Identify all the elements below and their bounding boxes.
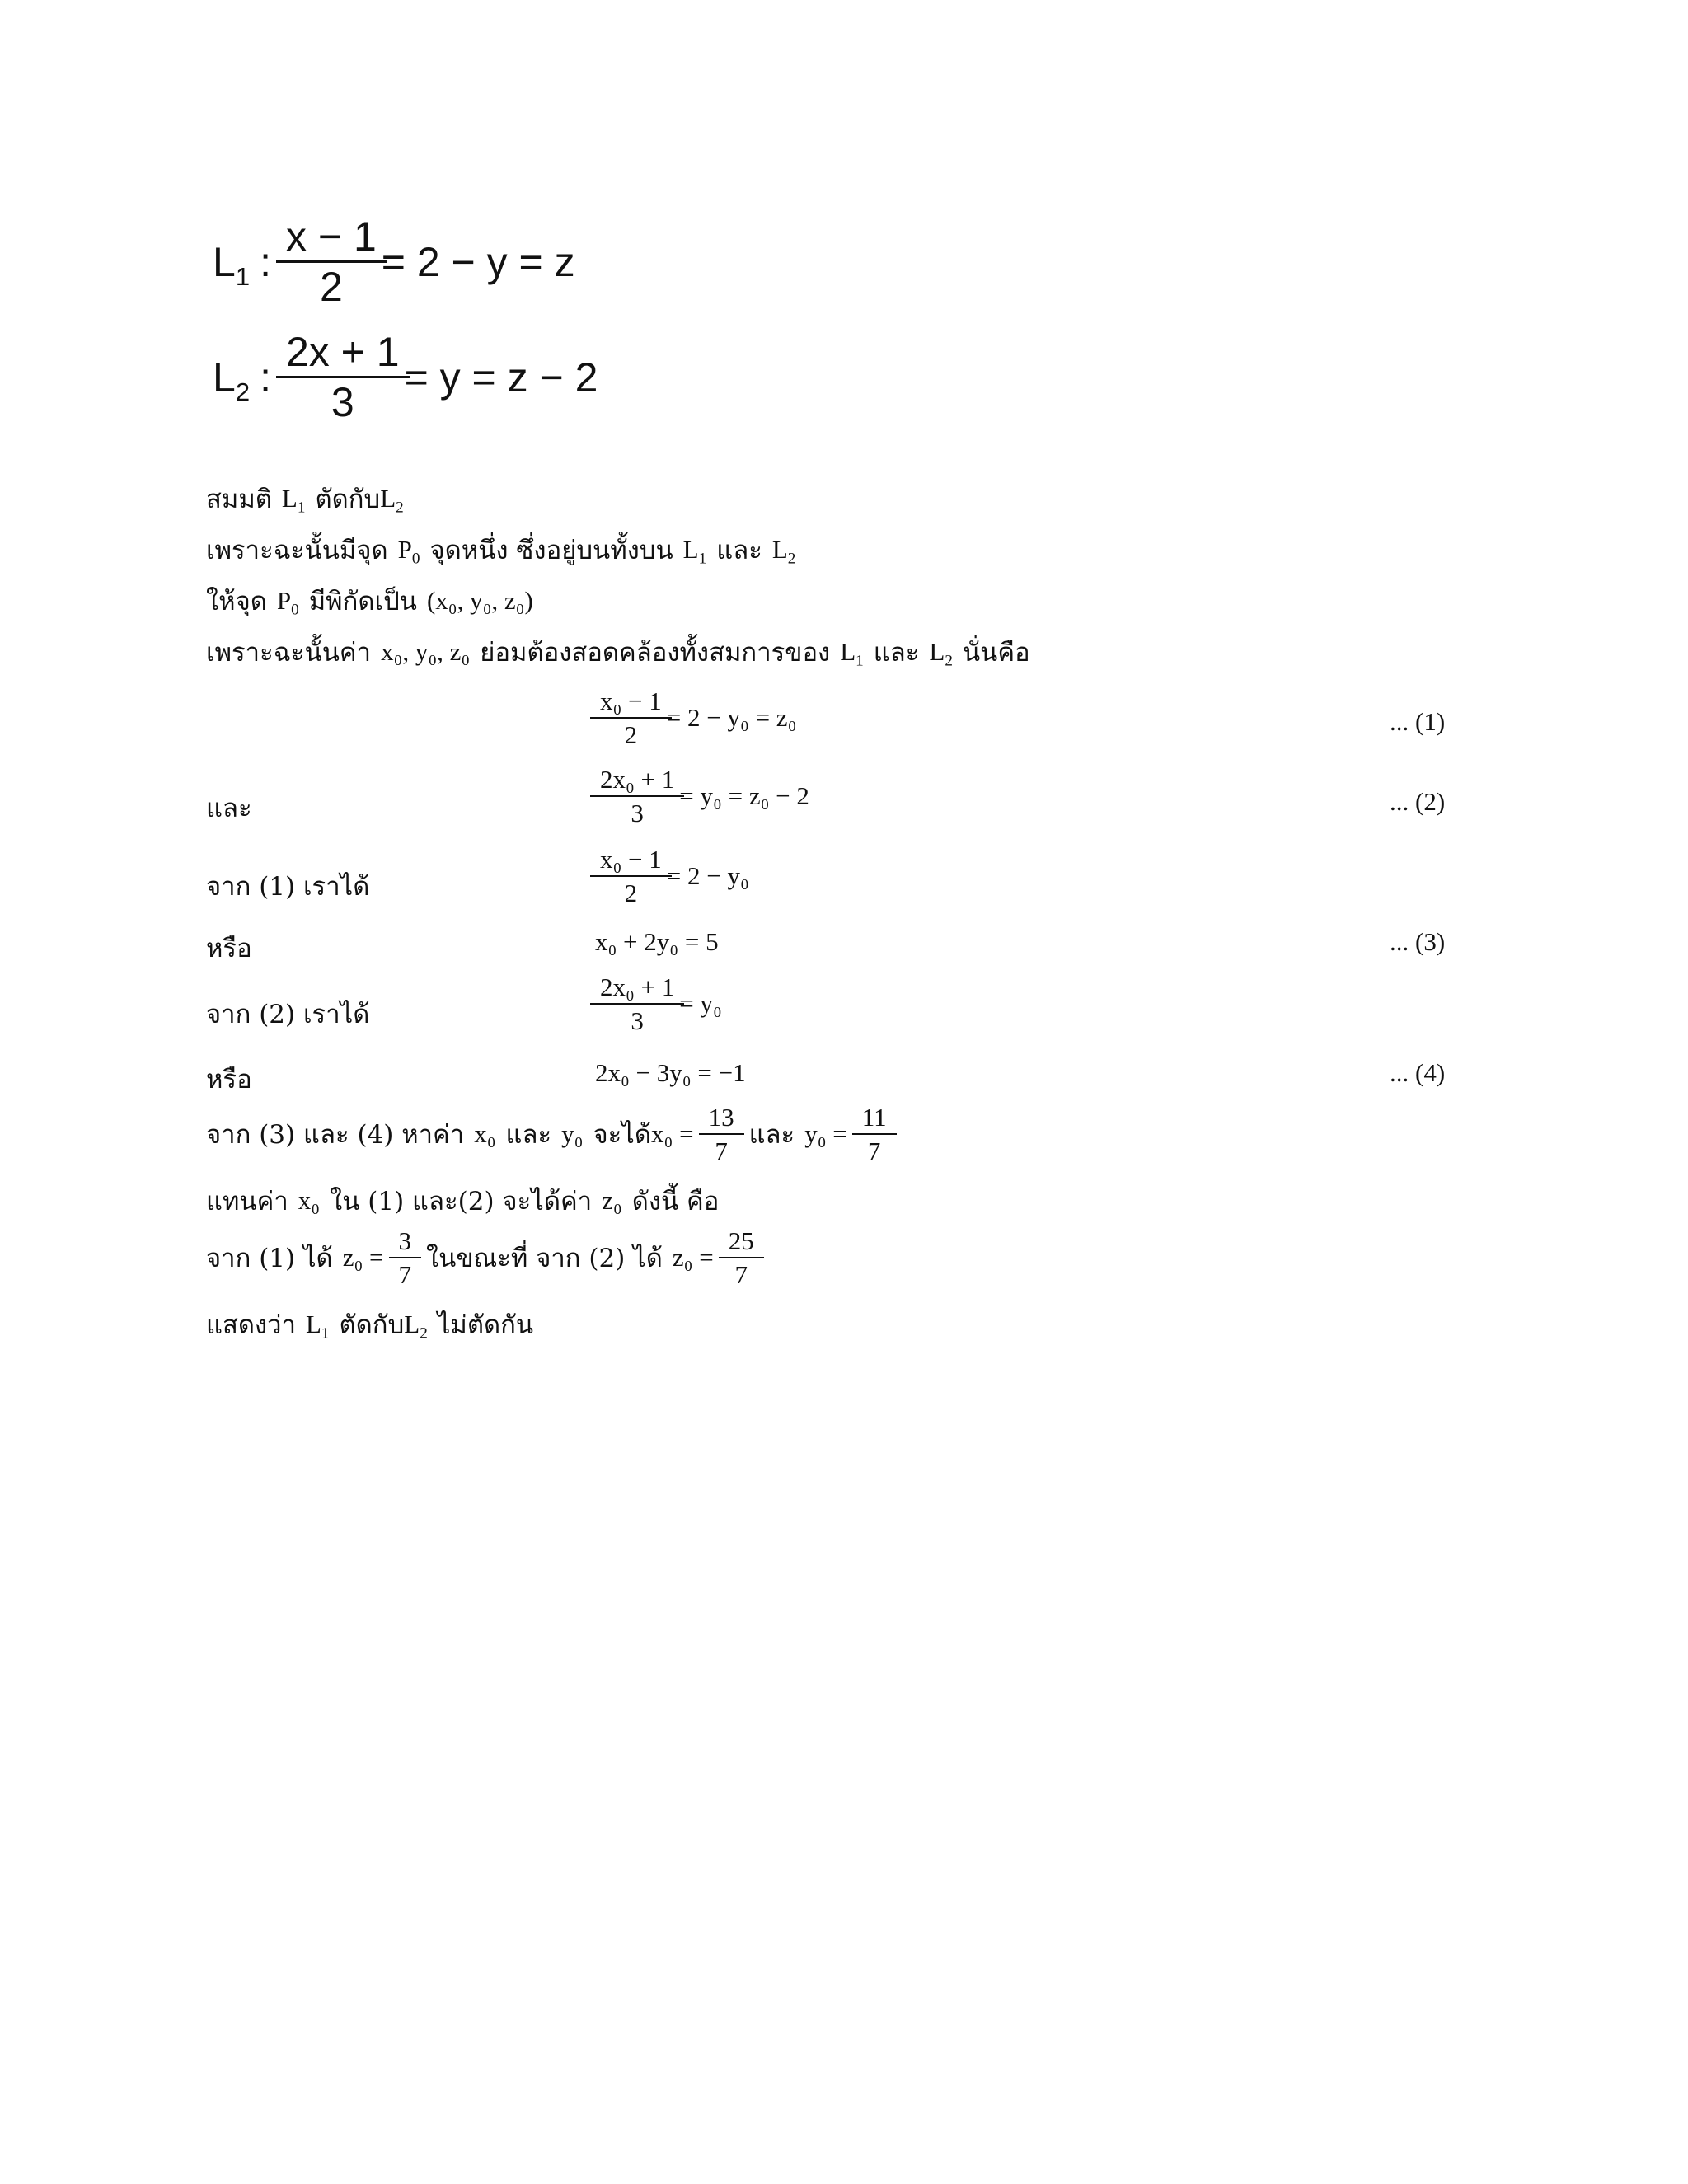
line-equation-l2 [213, 331, 598, 423]
line-equation-l1 [213, 213, 575, 310]
satisfy-line: เพราะฉะนั้นค่า x₀, y₀, z₀ ย่อมต้องสอดคล้องทั้งสมการของ $L_1$ และ $L_2$ นั่นคือ [206, 637, 1030, 670]
equation-1: $\frac{\text{x₀ − 1}}{2}$ = 2 − y₀ = z₀ [595, 688, 796, 748]
or-label-2: หรือ [206, 1065, 252, 1094]
z-values-line: จาก (1) ได้ z₀ = $\frac{3}{7}$ ในขณะที่ จาก (2) ได้ z₀ = $\frac{25}{7}$ [206, 1228, 759, 1287]
substitute-line: แทนค่า x₀ ใน (1) และ(2) จะได้ค่า z₀ ดังนี้ คือ [206, 1186, 720, 1216]
therefore-point-line: เพราะฉะนั้นมีจุด $P_0$ จุดหนึ่ง ซึ่งอยู่บนทั้งบน $L_1$ และ $L_2$ [206, 535, 796, 568]
equation-3: x₀ + 2y₀ = 5 [595, 927, 719, 956]
y0-value-fraction: $\frac{11}{7}$ [857, 1104, 892, 1164]
equation-number-3: ... (3) [1390, 927, 1446, 956]
x0-value-fraction: $\frac{13}{7}$ [704, 1104, 739, 1164]
assume-line: สมมติ $L_1$ ตัดกับ $L_2$ [206, 484, 404, 517]
l2-fraction: $\frac{2x + 1}{3}$ [281, 331, 405, 423]
from-2-label: จาก (2) เราได้ [206, 1000, 370, 1029]
equation-2-label: และ [206, 794, 252, 823]
from-1-equation: $\frac{\text{x₀ − 1}}{2}$ = 2 − y₀ [595, 846, 749, 906]
equation-number-2: ... (2) [1390, 787, 1446, 816]
conclusion-line: แสดงว่า $L_1$ ตัดกับ $L_2$ ไม่ตัดกัน [206, 1310, 534, 1343]
l1-colon: : [260, 238, 271, 285]
z0-from-2-fraction: $\frac{25}{7}$ [724, 1228, 759, 1287]
l1-rest: = 2 − y = z [381, 238, 575, 285]
solve-line: จาก (3) และ (4) หาค่า x₀ และ y₀ จะได้ x₀ = $\frac{13}{7}$ และ y₀ = $\frac{11}{7}$ [206, 1104, 892, 1164]
l2-rest: = y = z − 2 [404, 354, 598, 401]
equation-number-1: ... (1) [1390, 707, 1446, 736]
l1-label: $L_1$ [213, 238, 251, 291]
equation-number-4: ... (4) [1390, 1058, 1446, 1087]
from-1-label: จาก (1) เราได้ [206, 872, 370, 902]
or-label-1: หรือ [206, 934, 252, 963]
point-coordinates-line: ให้จุด $P_0$ มีพิกัดเป็น (x₀, y₀, z₀) [206, 586, 533, 619]
equation-4: 2x₀ − 3y₀ = −1 [595, 1058, 746, 1087]
l2-colon: : [260, 354, 271, 401]
l1-fraction: $\frac{x - 1}{2}$ [281, 216, 382, 307]
equation-2: $\frac{\text{2x₀ + 1}}{3}$ = y₀ = z₀ − 2 [595, 766, 809, 826]
from-2-equation: $\frac{\text{2x₀ + 1}}{3}$ = y₀ [595, 974, 722, 1033]
z0-from-1-fraction: $\frac{3}{7}$ [394, 1228, 417, 1287]
l2-label: $L_2$ [213, 354, 251, 406]
